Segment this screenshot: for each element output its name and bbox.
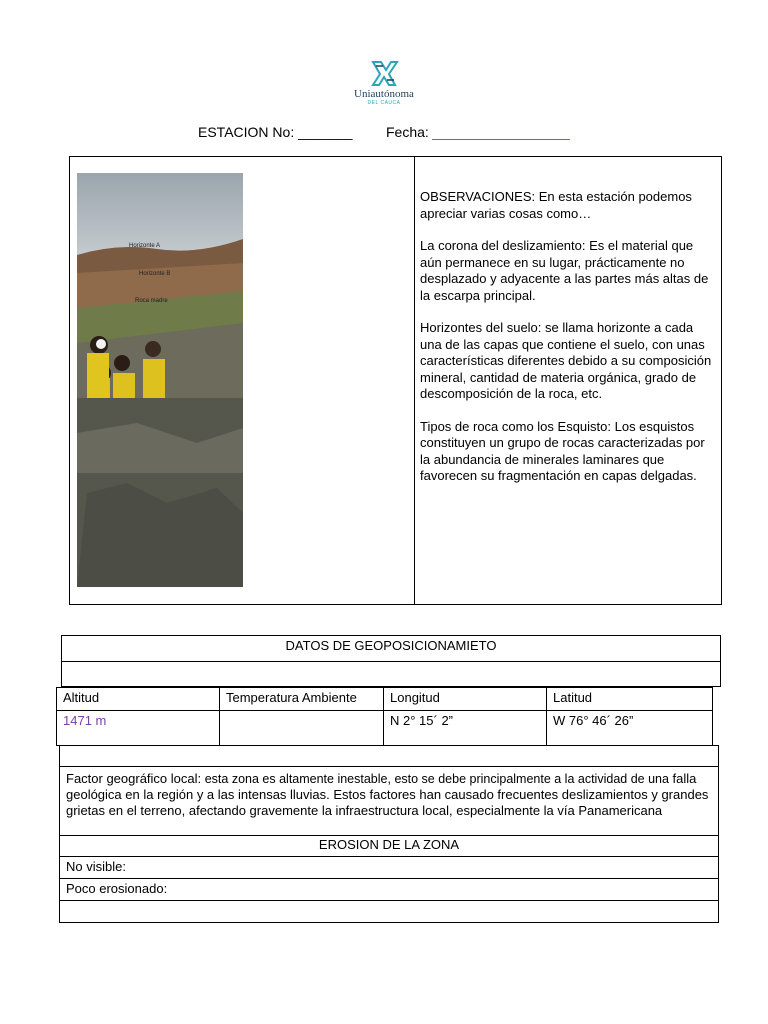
value-altitud bbox=[56, 710, 220, 746]
erosion-row-empty bbox=[59, 900, 719, 923]
date-label: Fecha: bbox=[386, 124, 429, 140]
photo-label-horizonte-a: Horizonte A bbox=[129, 243, 161, 249]
header-altitud bbox=[56, 687, 220, 711]
erosion-row-poco bbox=[59, 878, 719, 901]
observations-intro: OBSERVACIONES: En esta estación podemos apreciar varias cosas como… bbox=[420, 189, 692, 221]
field-photo-graphic bbox=[77, 173, 243, 587]
erosion-title-cell bbox=[59, 835, 719, 857]
geo-title: DATOS DE GEOPOSICIONAMIETO bbox=[285, 638, 497, 653]
header-temperatura bbox=[219, 687, 384, 711]
erosion-title: EROSION DE LA ZONA bbox=[318, 837, 460, 852]
observation-box-divider bbox=[414, 156, 415, 604]
date-field-line[interactable] bbox=[432, 138, 570, 140]
logo-brand-text: Uniautónoma bbox=[354, 88, 414, 100]
photo-label-horizonte-b: Horizonte B bbox=[139, 271, 171, 277]
erosion-no-visible-text: No visible: bbox=[66, 859, 126, 874]
erosion-row-no-visible bbox=[59, 856, 719, 879]
observations-text bbox=[420, 189, 716, 501]
observations-esquisto: Tipos de roca como los Esquisto: Los esquistos constituyen un grupo de rocas caracterizadas por la abundancia de minerales laminares que favorecen su fragmentación en capas delgadas. bbox=[420, 418, 705, 483]
geo-empty-row bbox=[61, 661, 721, 687]
factor-detail: esta zona es altamente inestable, esto se debe principalmente a la actividad de una bbox=[204, 772, 669, 786]
field-photo bbox=[77, 173, 243, 587]
header-longitud bbox=[383, 687, 547, 711]
header-latitud-text: Latitud bbox=[553, 690, 593, 705]
factor-geografico-cell bbox=[59, 766, 719, 836]
logo-subtitle: DEL CAUCA bbox=[367, 100, 401, 106]
station-number-label: ESTACION No: _______ bbox=[198, 124, 353, 140]
value-altitud-text: 1471 m bbox=[63, 713, 107, 728]
header-altitud-text: Altitud bbox=[63, 690, 100, 705]
value-temperatura bbox=[219, 710, 384, 746]
factor-rest: falla geológica en la región y a las intensas lluvias. Estos factores han causado frecuentes deslizamientos y grandes grietas en el terreno, afectando gravemente la infraestructura local, especialmente la vía Panamericana bbox=[66, 771, 709, 818]
factor-lead: Factor geográfico local: bbox=[66, 771, 205, 786]
geo-title-cell bbox=[61, 635, 721, 662]
value-longitud bbox=[383, 710, 547, 746]
griffin-logo-icon bbox=[367, 58, 401, 88]
value-latitud bbox=[546, 710, 713, 746]
header-temperatura-text: Temperatura Ambiente bbox=[226, 690, 357, 705]
header-longitud-text: Longitud bbox=[390, 690, 440, 705]
geo-spacer-row bbox=[59, 745, 719, 767]
observations-corona: La corona del deslizamiento: Es el material que aún permanece en su lugar, prácticamente no desplazado y adyacente a las partes más altas de la escarpa principal. bbox=[420, 238, 709, 303]
university-logo bbox=[346, 58, 422, 114]
value-longitud-text: N 2° 15´ 2” bbox=[390, 713, 454, 728]
erosion-poco-text: Poco erosionado: bbox=[66, 881, 168, 896]
observations-horizontes: Horizontes del suelo: se llama horizonte a cada una de las capas que contiene el suelo, con unas características diferentes debido a su composición mineral, cantidad de materia orgánica, grado de descomposición de la roca, etc. bbox=[420, 320, 712, 401]
value-latitud-text: W 76° 46´ 26” bbox=[553, 713, 634, 728]
photo-label-roca-madre: Roca madre bbox=[135, 298, 168, 304]
header-latitud bbox=[546, 687, 713, 711]
